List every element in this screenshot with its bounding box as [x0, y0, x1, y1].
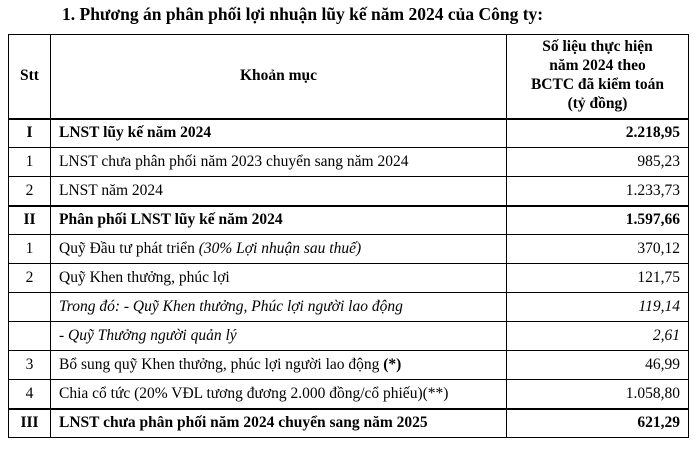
row-stt: [9, 322, 51, 351]
row-item-text: Bổ sung quỹ Khen thưởng, phúc lợi người lao động: [59, 356, 384, 374]
header-value: [507, 35, 689, 119]
header-value-line: năm 2024 theo: [549, 57, 646, 75]
row-value: 121,75: [507, 264, 689, 293]
header-item: Khoản mục: [51, 35, 507, 119]
table-row-section: [9, 206, 689, 235]
row-stt: I: [9, 119, 51, 148]
row-item-text: Quỹ Đầu tư phát triển: [59, 240, 199, 258]
table-row-section: [9, 409, 689, 438]
row-item: [51, 235, 507, 264]
row-value: 1.597,66: [507, 206, 689, 235]
profit-distribution-table: [8, 34, 689, 438]
table-row: [9, 264, 689, 293]
row-item: Chia cổ tức (20% VĐL tương đương 2.000 đồng/cổ phiếu)(**): [51, 380, 507, 409]
table-row-subitem: [9, 293, 689, 322]
row-item: LNST chưa phân phối năm 2024 chuyển sang năm 2025: [51, 409, 507, 438]
row-item: [51, 351, 507, 380]
row-value: 2,61: [507, 322, 689, 351]
row-item-note: (30% Lợi nhuận sau thuế): [198, 240, 362, 258]
row-item: LNST năm 2024: [51, 177, 507, 206]
row-stt: 3: [9, 351, 51, 380]
table-row-subitem: [9, 322, 689, 351]
row-stt: 1: [9, 148, 51, 177]
header-stt: Stt: [9, 35, 51, 119]
table-row: [9, 177, 689, 206]
header-value-line: BCTC đã kiểm toán: [530, 76, 665, 94]
section-title: 1. Phương án phân phối lợi nhuận lũy kế năm 2024 của Công ty:: [62, 4, 544, 24]
table-row: [9, 235, 689, 264]
row-value: 985,23: [507, 148, 689, 177]
table-header-row: [9, 35, 689, 119]
row-value: 1.058,80: [507, 380, 689, 409]
table-row: [9, 351, 689, 380]
table-row: [9, 380, 689, 409]
row-stt: II: [9, 206, 51, 235]
row-item: LNST chưa phân phối năm 2023 chuyển sang năm 2024: [51, 148, 507, 177]
row-item: Phân phối LNST lũy kế năm 2024: [51, 206, 507, 235]
header-value-line: Số liệu thực hiện: [542, 38, 653, 56]
row-value: 621,29: [507, 409, 689, 438]
row-stt: 4: [9, 380, 51, 409]
row-value: 119,14: [507, 293, 689, 322]
row-item-footnote: (*): [383, 356, 402, 374]
row-stt: III: [9, 409, 51, 438]
table-row: [9, 148, 689, 177]
row-value: 46,99: [507, 351, 689, 380]
header-value-line: (tỷ đồng): [567, 95, 628, 113]
row-stt: 1: [9, 235, 51, 264]
row-stt: [9, 293, 51, 322]
table-row-section: [9, 119, 689, 148]
row-item: Trong đó: - Quỹ Khen thưởng, Phúc lợi người lao động: [51, 293, 507, 322]
row-value: 1.233,73: [507, 177, 689, 206]
row-value: 370,12: [507, 235, 689, 264]
row-stt: 2: [9, 177, 51, 206]
row-value: 2.218,95: [507, 119, 689, 148]
row-item: Quỹ Khen thưởng, phúc lợi: [51, 264, 507, 293]
row-stt: 2: [9, 264, 51, 293]
row-item: LNST lũy kế năm 2024: [51, 119, 507, 148]
row-item: - Quỹ Thưởng người quản lý: [51, 322, 507, 351]
